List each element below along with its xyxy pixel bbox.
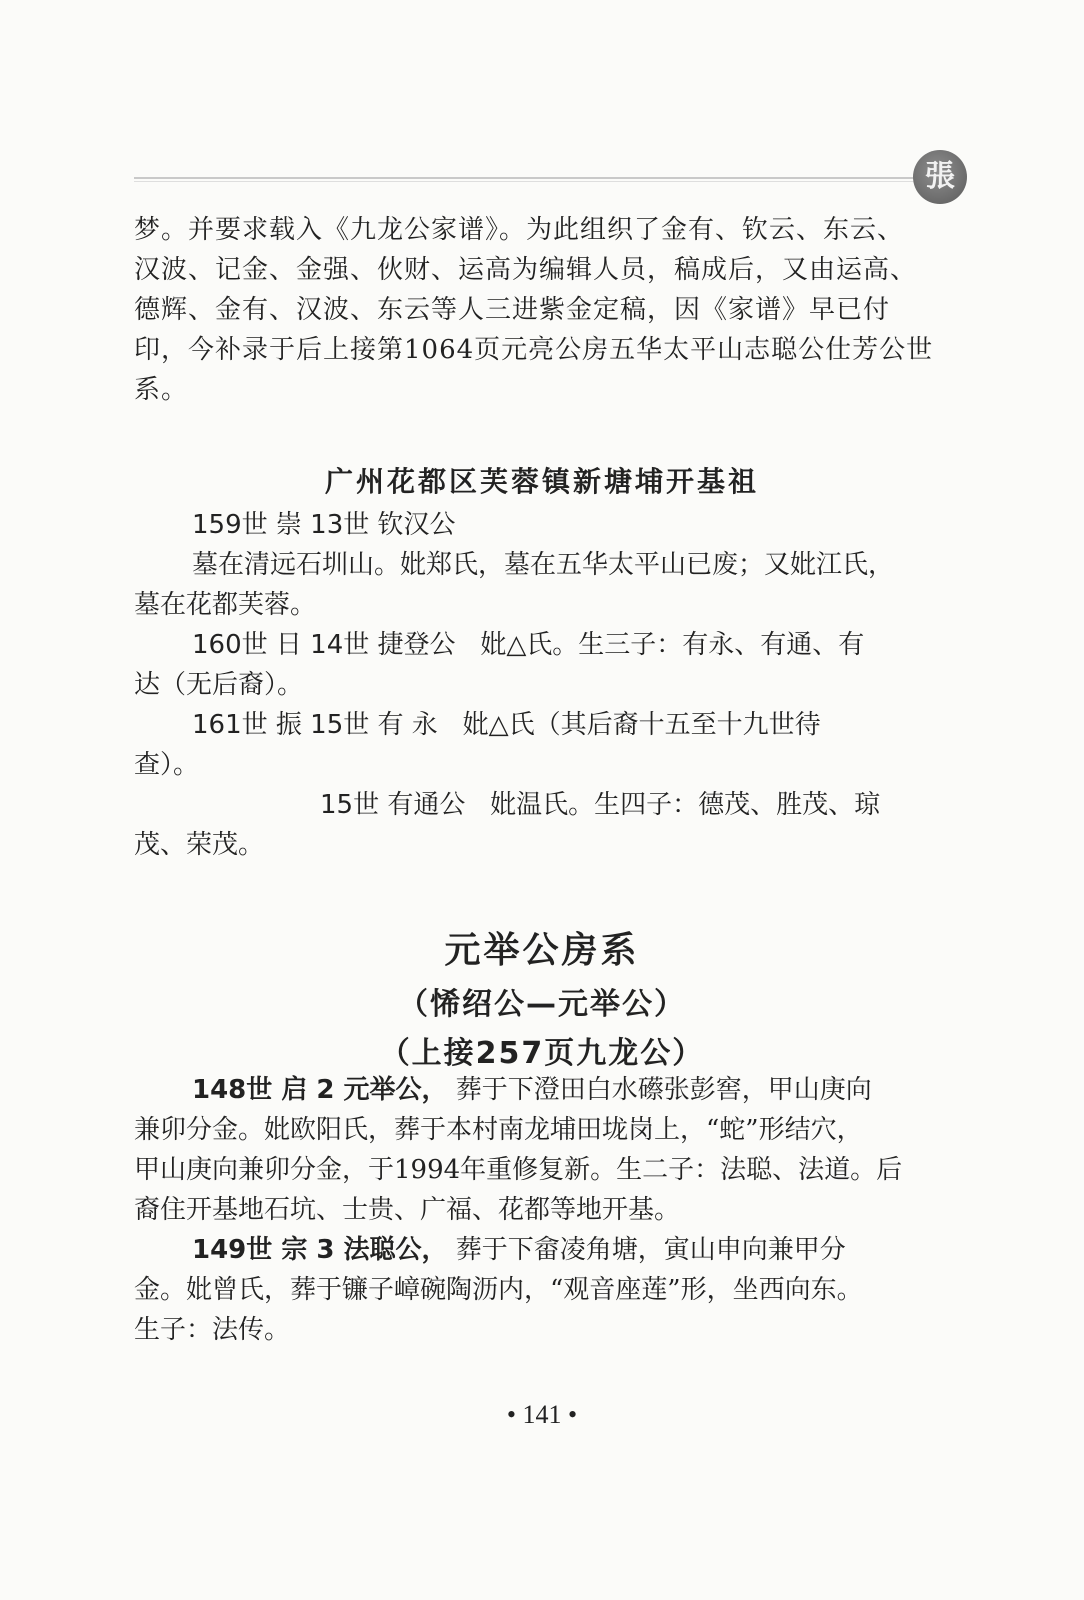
surname-seal-icon: 張 (913, 150, 967, 204)
entry-text: 妣△氏（其后裔十五至十九世待 (462, 710, 821, 740)
entry-head: 149世 宗 3 法聪公， (192, 1235, 448, 1265)
intro-line: 德辉、金有、汉波、东云等人三进紫金定稿，因《家谱》早已付 (134, 295, 891, 325)
page-number: • 141 • (506, 1400, 578, 1429)
genealogy-entry (134, 545, 964, 625)
intro-line: 印，今补录于后上接第1064页元亮公房五华太平山志聪公仕芳公世 (134, 335, 934, 365)
intro-line: 汉波、记金、金强、伙财、运高为编辑人员，稿成后，又由运高、 (134, 255, 918, 285)
header-rule-thin (134, 181, 914, 182)
genealogy-entry (134, 505, 964, 545)
entry-head: 159世 崇 13世 钦汉公 (192, 510, 456, 540)
section-subtitle: （上接257页九龙公） (379, 1036, 705, 1071)
section-title: 元举公房系 (444, 930, 640, 971)
entry-text: 妣温氏。生四子：德茂、胜茂、琼 (490, 790, 881, 820)
genealogy-entry (134, 625, 964, 705)
entry-line (134, 705, 964, 745)
entry-text: 墓在清远石圳山。妣郑氏，墓在五华太平山已废；又妣江氏， (192, 550, 895, 580)
entry-text: 生子：法传。 (134, 1315, 291, 1345)
genealogy-entry (134, 705, 964, 785)
section-subtitle: （悕绍公—元举公） (398, 987, 686, 1022)
entry-text: 茂、荣茂。 (134, 830, 265, 860)
entry-text: 葬于下畲凌角塘，寅山申向兼甲分 (455, 1235, 846, 1265)
header-rule (134, 177, 914, 179)
intro-paragraph (134, 210, 964, 410)
section-title: 广州花都区芙蓉镇新塘埔开基祖 (324, 465, 759, 498)
entry-head: 148世 启 2 元举公， (192, 1075, 448, 1105)
entry-line (134, 625, 964, 665)
entry-head: 161世 振 15世 有 永 (192, 710, 438, 740)
entry-text: 查）。 (134, 750, 200, 780)
genealogy-entry (134, 1230, 964, 1350)
entry-line (134, 1070, 964, 1110)
entry-text: 妣△氏。生三子：有永、有通、有 (480, 630, 865, 660)
entry-text: 葬于下澄田白水礤张彭窖，甲山庚向 (455, 1075, 872, 1105)
entry-text: 裔住开基地石坑、士贵、广福、花都等地开基。 (134, 1195, 681, 1225)
entry-line (134, 785, 964, 825)
entry-text: 甲山庚向兼卯分金，于1994年重修复新。生二子：法聪、法道。后 (134, 1155, 903, 1185)
entry-text: 墓在花都芙蓉。 (134, 590, 317, 620)
intro-line: 梦。并要求载入《九龙公家谱》。为此组织了金有、钦云、东云、 (134, 215, 905, 245)
entry-head: 15世 有通公 (320, 790, 466, 820)
entry-text: 兼卯分金。妣欧阳氏，葬于本村南龙埔田垅岗上，“蛇”形结穴， (134, 1115, 863, 1145)
intro-line: 系。 (134, 375, 189, 405)
genealogy-entry (134, 1070, 964, 1230)
entry-text: 金。妣曾氏，葬于镰子嶂碗陶沥内，“观音座莲”形，坐西向东。 (134, 1275, 863, 1305)
entry-text: 达（无后裔）。 (134, 670, 304, 700)
entry-line (134, 1230, 964, 1270)
genealogy-entry (134, 785, 964, 865)
entry-head: 160世 日 14世 捷登公 (192, 630, 456, 660)
